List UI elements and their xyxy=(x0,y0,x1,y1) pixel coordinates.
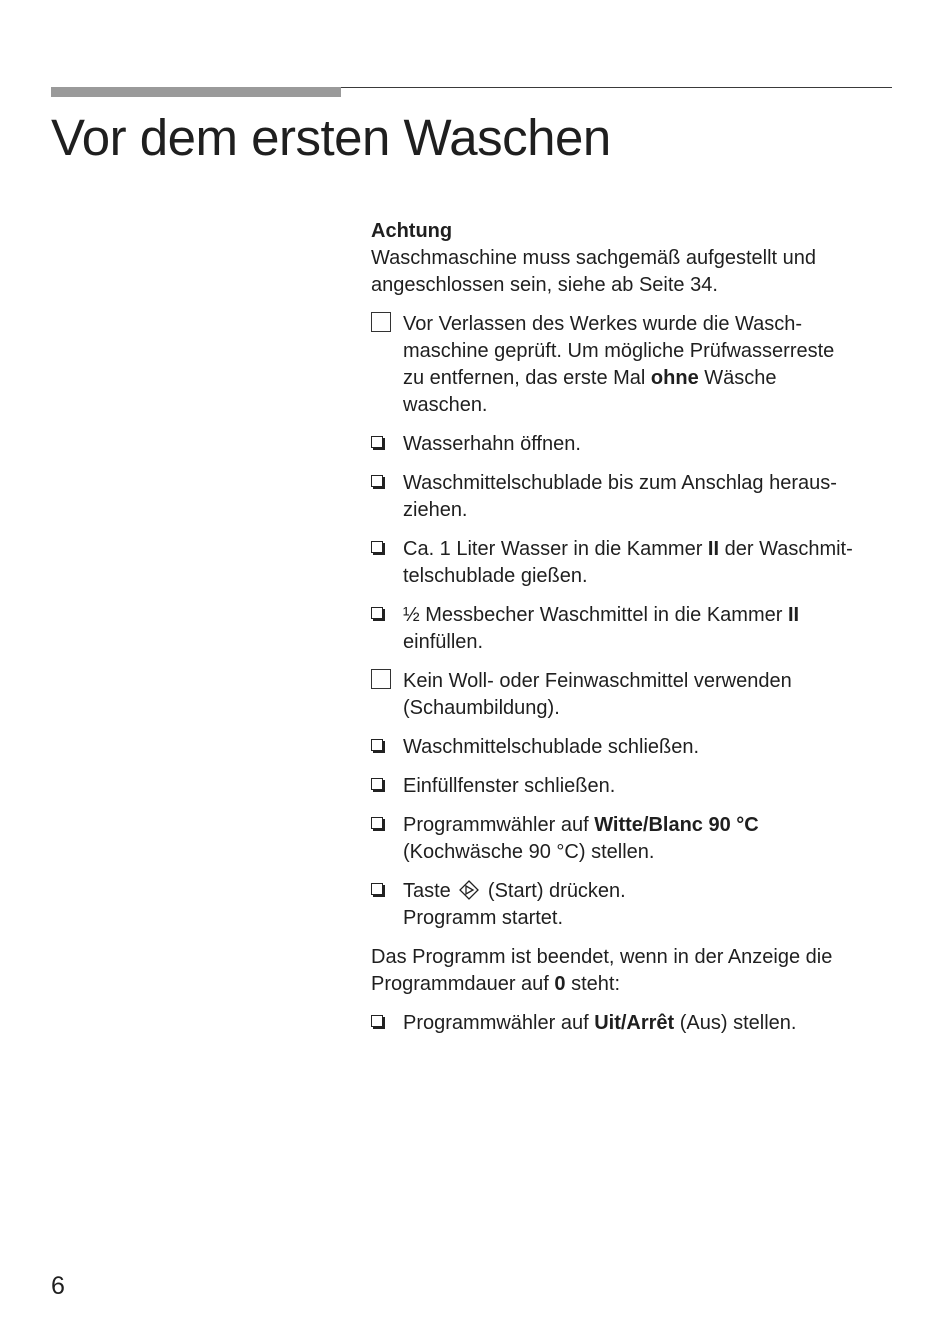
info-line: (Schaumbildung). xyxy=(403,697,560,719)
checkbox-icon xyxy=(371,541,386,556)
checkbox-icon xyxy=(371,436,386,451)
checklist-item xyxy=(371,470,896,524)
info-line: Kein Woll- oder Feinwaschmittel verwenden xyxy=(403,670,792,692)
info-line: zu entfernen, das erste Mal ohne Wäsche xyxy=(403,367,777,389)
checkbox-icon xyxy=(371,1015,386,1030)
program-label: Uit/Arrêt xyxy=(594,1012,675,1034)
warning-block xyxy=(371,218,896,299)
step-text: Einfüllfenster schließen. xyxy=(403,775,616,797)
info-item xyxy=(371,311,896,419)
step-text: telschublade gießen. xyxy=(403,565,588,587)
checkbox-icon xyxy=(371,817,386,832)
display-value: 0 xyxy=(554,973,566,995)
info-line: waschen. xyxy=(403,394,488,416)
info-line: maschine geprüft. Um mögliche Prüfwasserreste xyxy=(403,340,835,362)
chamber-label: II xyxy=(787,604,800,626)
checkbox-icon xyxy=(371,475,386,490)
checklist-item xyxy=(371,1010,896,1037)
step-text: (Kochwäsche 90 °C) stellen. xyxy=(403,841,655,863)
checklist-item xyxy=(371,536,896,590)
info-box-icon xyxy=(371,311,393,338)
step-text: ½ Messbecher Waschmittel in die Kammer II xyxy=(403,604,800,626)
start-icon xyxy=(458,880,480,900)
checkbox-icon xyxy=(371,778,386,793)
checkbox-icon xyxy=(371,739,386,754)
info-line: Vor Verlassen des Werkes wurde die Wasch- xyxy=(403,313,803,335)
checklist-item xyxy=(371,812,896,866)
step-text: Programmwähler auf Uit/Arrêt (Aus) stellen. xyxy=(403,1012,797,1034)
step-text: einfüllen. xyxy=(403,631,484,653)
info-box-icon xyxy=(371,668,393,695)
step-text: Programm startet. xyxy=(403,907,564,929)
page-title: Vor dem ersten Waschen xyxy=(51,109,611,166)
step-text: Waschmittelschublade bis zum Anschlag heraus- xyxy=(403,472,837,494)
step-text: Wasserhahn öffnen. xyxy=(403,433,581,455)
checkbox-icon xyxy=(371,883,386,898)
info-item xyxy=(371,668,896,722)
step-text: Taste (Start) drücken. xyxy=(403,880,626,902)
checklist-item xyxy=(371,431,896,458)
checkbox-icon xyxy=(371,607,386,622)
emphasis-text: ohne xyxy=(650,367,699,389)
instructions-column xyxy=(371,218,896,1049)
checklist-item xyxy=(371,602,896,656)
checklist-item xyxy=(371,878,896,932)
step-text: ziehen. xyxy=(403,499,468,521)
step-text: Programmwähler auf Witte/Blanc 90 °C xyxy=(403,814,759,836)
step-text: Ca. 1 Liter Wasser in die Kammer II der Waschmit- xyxy=(403,538,853,560)
warning-text: Waschmaschine muss sachgemäß aufgestellt und angeschlossen sein, siehe ab Seite 34. xyxy=(371,247,817,296)
page-number: 6 xyxy=(51,1272,65,1300)
chamber-label: II xyxy=(707,538,720,560)
step-text: Waschmittelschublade schließen. xyxy=(403,736,700,758)
ending-paragraph: Das Programm ist beendet, wenn in der Anzeige die Programmdauer auf 0 steht: xyxy=(371,946,833,995)
checklist-item xyxy=(371,734,896,761)
warning-heading: Achtung xyxy=(371,220,453,242)
checklist-item xyxy=(371,773,896,800)
header-rule-accent xyxy=(51,87,341,97)
program-label: Witte/Blanc 90 °C xyxy=(594,814,759,836)
